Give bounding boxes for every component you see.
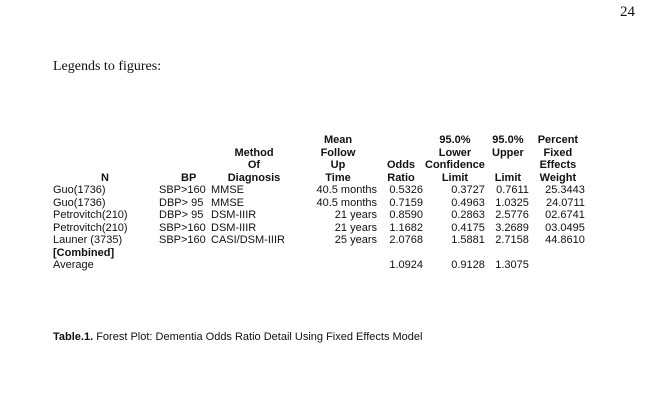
cell-weight: 44.8610 [545,234,585,246]
cell-upper: 2.7158 [495,234,529,246]
cell-empty [159,259,211,272]
average-row [53,259,587,272]
cell-lower: 0.2863 [451,209,485,221]
cell-upper: 0.7611 [496,184,529,196]
caption-label: Table.1. [53,331,94,343]
cell-odds-ratio: 2.0768 [389,234,423,246]
cell-empty [531,259,587,272]
cell-method: DSM-IIIR [211,209,257,221]
cell-study: Guo(1736) [53,196,106,209]
cell-followup: 40.5 months [316,196,377,209]
table-body [53,184,587,272]
table-row [53,184,587,197]
header-weight: Percent Fixed Effects Weight [537,134,579,184]
forest-plot-table [53,134,587,272]
cell-bp: DBP> 95 [159,209,204,221]
header-method: Method Of Diagnosis [227,146,281,184]
cell-study: Launer (3735) [53,234,123,246]
cell-empty [211,259,299,272]
cell-weight: 25.3443 [545,184,585,196]
cell-empty [299,259,379,272]
header-row [53,134,587,184]
cell-method: MMSE [211,184,244,196]
table-row [53,209,587,222]
cell-lower: 0.4963 [451,196,485,209]
cell-method: DSM-IIIR [211,221,257,234]
cell-average-lower: 0.9128 [451,259,485,271]
cell-lower: 1.5881 [451,234,485,246]
header-odds-ratio: Odds Ratio [386,159,416,184]
cell-odds-ratio: 1.1682 [389,221,423,234]
table-caption [53,331,422,343]
cell-followup: 21 years [334,209,377,221]
cell-upper: 2.5776 [495,209,529,221]
cell-weight: 02.6741 [545,209,585,221]
cell-lower: 0.3727 [451,184,485,196]
table-row [53,222,587,235]
cell-lower: 0.4175 [451,221,485,234]
cell-method: CASI/DSM-IIIR [211,234,285,246]
header-n: N [101,171,109,184]
table-row [53,234,587,247]
cell-followup: 40.5 months [316,184,377,196]
cell-study: Petrovitch(210) [53,221,128,234]
legend-heading: Legends to figures: [53,59,162,74]
cell-study: Petrovitch(210) [53,209,128,221]
cell-average-upper: 1.3075 [495,259,529,271]
cell-average-odds-ratio: 1.0924 [389,259,423,271]
cell-bp: SBP>160 [159,234,206,246]
combined-label: [Combined] [53,246,115,259]
cell-followup: 21 years [334,221,377,234]
cell-odds-ratio: 0.7159 [389,196,423,209]
cell-bp: SBP>160 [159,184,206,196]
cell-average-label: Average [53,259,94,271]
header-upper-limit: 95.0% Upper Limit [492,134,524,184]
cell-method: MMSE [211,196,244,209]
cell-upper: 3.2689 [495,221,529,234]
cell-weight: 03.0495 [545,221,585,234]
cell-bp: SBP>160 [159,221,206,234]
caption-text: Forest Plot: Dementia Odds Ratio Detail Using Fixed Effects Model [93,331,423,343]
cell-odds-ratio: 0.5326 [389,184,423,196]
cell-followup: 25 years [334,234,377,246]
header-bp: BP [181,171,197,184]
cell-study: Guo(1736) [53,184,106,196]
cell-upper: 1.0325 [495,196,529,209]
combined-row [53,247,587,260]
table-row [53,197,587,210]
cell-weight: 24.0711 [545,196,585,209]
cell-odds-ratio: 0.8590 [389,209,423,221]
table-header [53,134,587,184]
cell-bp: DBP> 95 [159,196,204,209]
header-followup: Mean Follow Up Time [320,134,356,184]
header-lower-limit: 95.0% Lower Confidence Limit [425,134,485,184]
page-number: 24 [620,4,635,20]
